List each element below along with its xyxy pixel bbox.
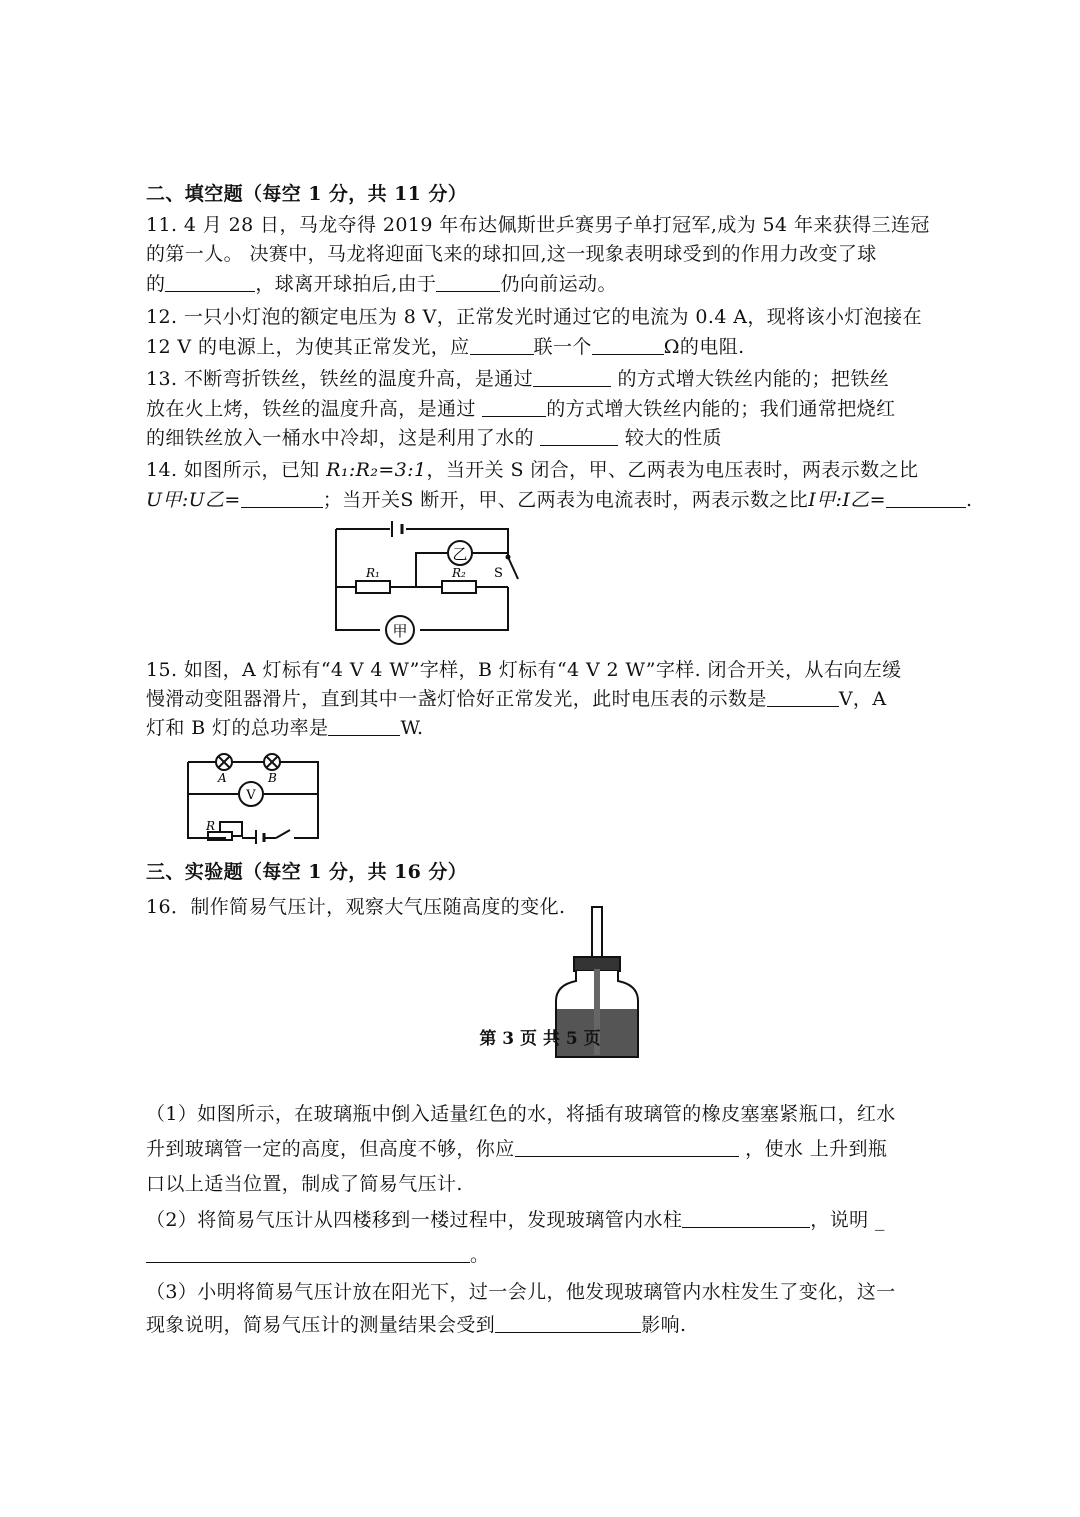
q15-line1: 15. 如图，A 灯标有“4 V 4 W”字样，B 灯标有“4 V 2 W”字样. 闭合开关，从右向左缓 [146, 659, 902, 681]
q15-blank-2[interactable] [328, 717, 400, 736]
q16-p3-line2 [146, 1313, 686, 1337]
q14-u-ratio: U甲:U乙= [146, 489, 241, 511]
q14-text-2b: ；当开关S 断开，甲、乙两表为电流表时，两表示数之比 [322, 489, 809, 511]
q14-blank-2[interactable] [886, 489, 966, 508]
q11-text-a: 的 [146, 273, 166, 295]
q15-switch-lever [276, 830, 290, 838]
q12-text-a: 12 V 的电源上，为使其正常发光，应 [146, 336, 470, 358]
voltmeter-label: V [246, 788, 256, 803]
lamp-a-label: A [218, 771, 227, 785]
switch-label: S [494, 566, 503, 581]
q16-title: 16．制作简易气压计，观察大气压随高度的变化. [146, 896, 566, 918]
meter-yi-label: 乙 [452, 545, 468, 563]
q12-blank-2[interactable] [592, 336, 664, 355]
q16-p2-end: 。 [470, 1244, 490, 1266]
rheostat-label: R [206, 819, 216, 833]
q13-text-2b: 的方式增大铁丝内能的；我们通常把烧红 [546, 398, 896, 420]
q15-circuit-figure [186, 748, 326, 843]
q13-line1 [146, 367, 889, 391]
q14-i-ratio: I甲:I乙= [808, 489, 886, 511]
q16-blank-3[interactable] [146, 1244, 470, 1263]
q14-circuit-figure [330, 515, 530, 640]
r1-label: R₁ [366, 566, 380, 580]
q14-text-1b: ，当开关 S 闭合，甲、乙两表为电压表时，两表示数之比 [426, 459, 919, 481]
q12-line1: 12. 一只小灯泡的额定电压为 8 V，正常发光时通过它的电流为 0.4 A，现将该小灯泡接在 [146, 306, 922, 328]
q11-blank-2[interactable] [436, 273, 500, 292]
q16-p1-line2 [146, 1137, 887, 1161]
q13-text-1b: 的方式增大铁丝内能的；把铁丝 [617, 368, 890, 390]
q16-blank-1[interactable] [515, 1138, 739, 1157]
switch-lever [508, 557, 518, 579]
q13-blank-2[interactable] [482, 398, 546, 417]
q12-text-b: 联一个 [533, 336, 592, 358]
section2-heading: 二、填空题（每空 1 分，共 11 分） [146, 183, 468, 205]
q15-blank-1[interactable] [767, 688, 839, 707]
q16-p2-line1 [146, 1208, 885, 1232]
q14-blank-1[interactable] [241, 489, 323, 508]
q11-text-c: 仍向前运动。 [500, 273, 617, 295]
page-footer: 第 3 页 共 5 页 [479, 1029, 601, 1049]
q16-p3-text-a: 现象说明，简易气压计的测量结果会受到 [146, 1314, 496, 1336]
q16-p3-line1: （3）小明将简易气压计放在阳光下，过一会儿，他发现玻璃管内水柱发生了变化，这一 [146, 1281, 896, 1303]
q13-text-3a: 的细铁丝放入一桶水中冷却，这是利用了水的 [146, 427, 535, 449]
q14-line2 [146, 488, 972, 512]
q13-text-3b: 较大的性质 [624, 427, 722, 449]
q16-p1-text-b: ，使水 上升到瓶 [745, 1138, 888, 1160]
rubber-stopper [574, 957, 620, 971]
q13-blank-1[interactable] [533, 368, 611, 387]
r2-label: R₂ [452, 566, 466, 580]
q14-r-ratio: R₁:R₂=3:1 [326, 459, 427, 481]
q15-text-3a: 灯和 B 灯的总功率是 [146, 717, 329, 739]
q16-p2-text-b: ，说明 _ [810, 1209, 885, 1231]
q15-text-2a: 慢滑动变阻器滑片，直到其中一盏灯恰好正常发光，此时电压表的示数是 [146, 688, 767, 710]
q11-blank-1[interactable] [165, 273, 255, 292]
q14-line1 [146, 458, 918, 482]
r1-resistor [356, 581, 390, 593]
q15-line2 [146, 687, 886, 711]
q16-blank-2[interactable] [682, 1209, 810, 1228]
q13-blank-3[interactable] [540, 427, 618, 446]
q13-line3 [146, 426, 722, 450]
q11-line2: 的第一人。 决赛中，马龙将迎面飞来的球扣回,这一现象表明球受到的作用力改变了球 [146, 243, 877, 265]
q12-text-c: Ω的电阻. [663, 336, 745, 358]
meter-jia-label: 甲 [392, 622, 408, 640]
q16-p1-text-a: 升到玻璃管一定的高度，但高度不够，你应 [146, 1138, 515, 1160]
q11-text-b: ，球离开球拍后,由于 [255, 273, 437, 295]
q15-line3 [146, 716, 424, 740]
lamp-b-label: B [268, 771, 277, 785]
q12-line2 [146, 335, 745, 359]
q15-text-2b: V，A [838, 688, 887, 710]
q14-text-1a: 14. 如图所示，已知 [146, 459, 327, 481]
q15-text-3b: W. [400, 717, 424, 739]
q16-p2-line2 [146, 1243, 489, 1267]
q14-end: . [965, 489, 973, 511]
q16-p1-line3: 口以上适当位置，制成了简易气压计. [146, 1173, 463, 1195]
switch-pivot [506, 555, 511, 560]
q16-p1-line1: （1）如图所示，在玻璃瓶中倒入适量红色的水，将插有玻璃管的橡皮塞塞紧瓶口，红水 [146, 1103, 896, 1125]
q16-blank-4[interactable] [495, 1314, 641, 1333]
q13-line2 [146, 397, 895, 421]
section3-heading: 三、实验题（每空 1 分，共 16 分） [146, 861, 468, 883]
q13-text-1a: 13. 不断弯折铁丝，铁丝的温度升高，是通过 [146, 368, 534, 390]
q13-text-2a: 放在火上烤，铁丝的温度升高，是通过 [146, 398, 476, 420]
q11-line3 [146, 272, 617, 296]
q11-line1: 11. 4 月 28 日，马龙夺得 2019 年布达佩斯世乒赛男子单打冠军,成为 54 年来获得三连冠 [146, 214, 930, 236]
q16-p2-text-a: （2）将简易气压计从四楼移到一楼过程中，发现玻璃管内水柱 [146, 1209, 683, 1231]
q15-wire-right [280, 762, 318, 838]
r2-resistor [442, 581, 476, 593]
q16-p3-text-b: 影响. [641, 1314, 687, 1336]
q12-blank-1[interactable] [470, 336, 534, 355]
